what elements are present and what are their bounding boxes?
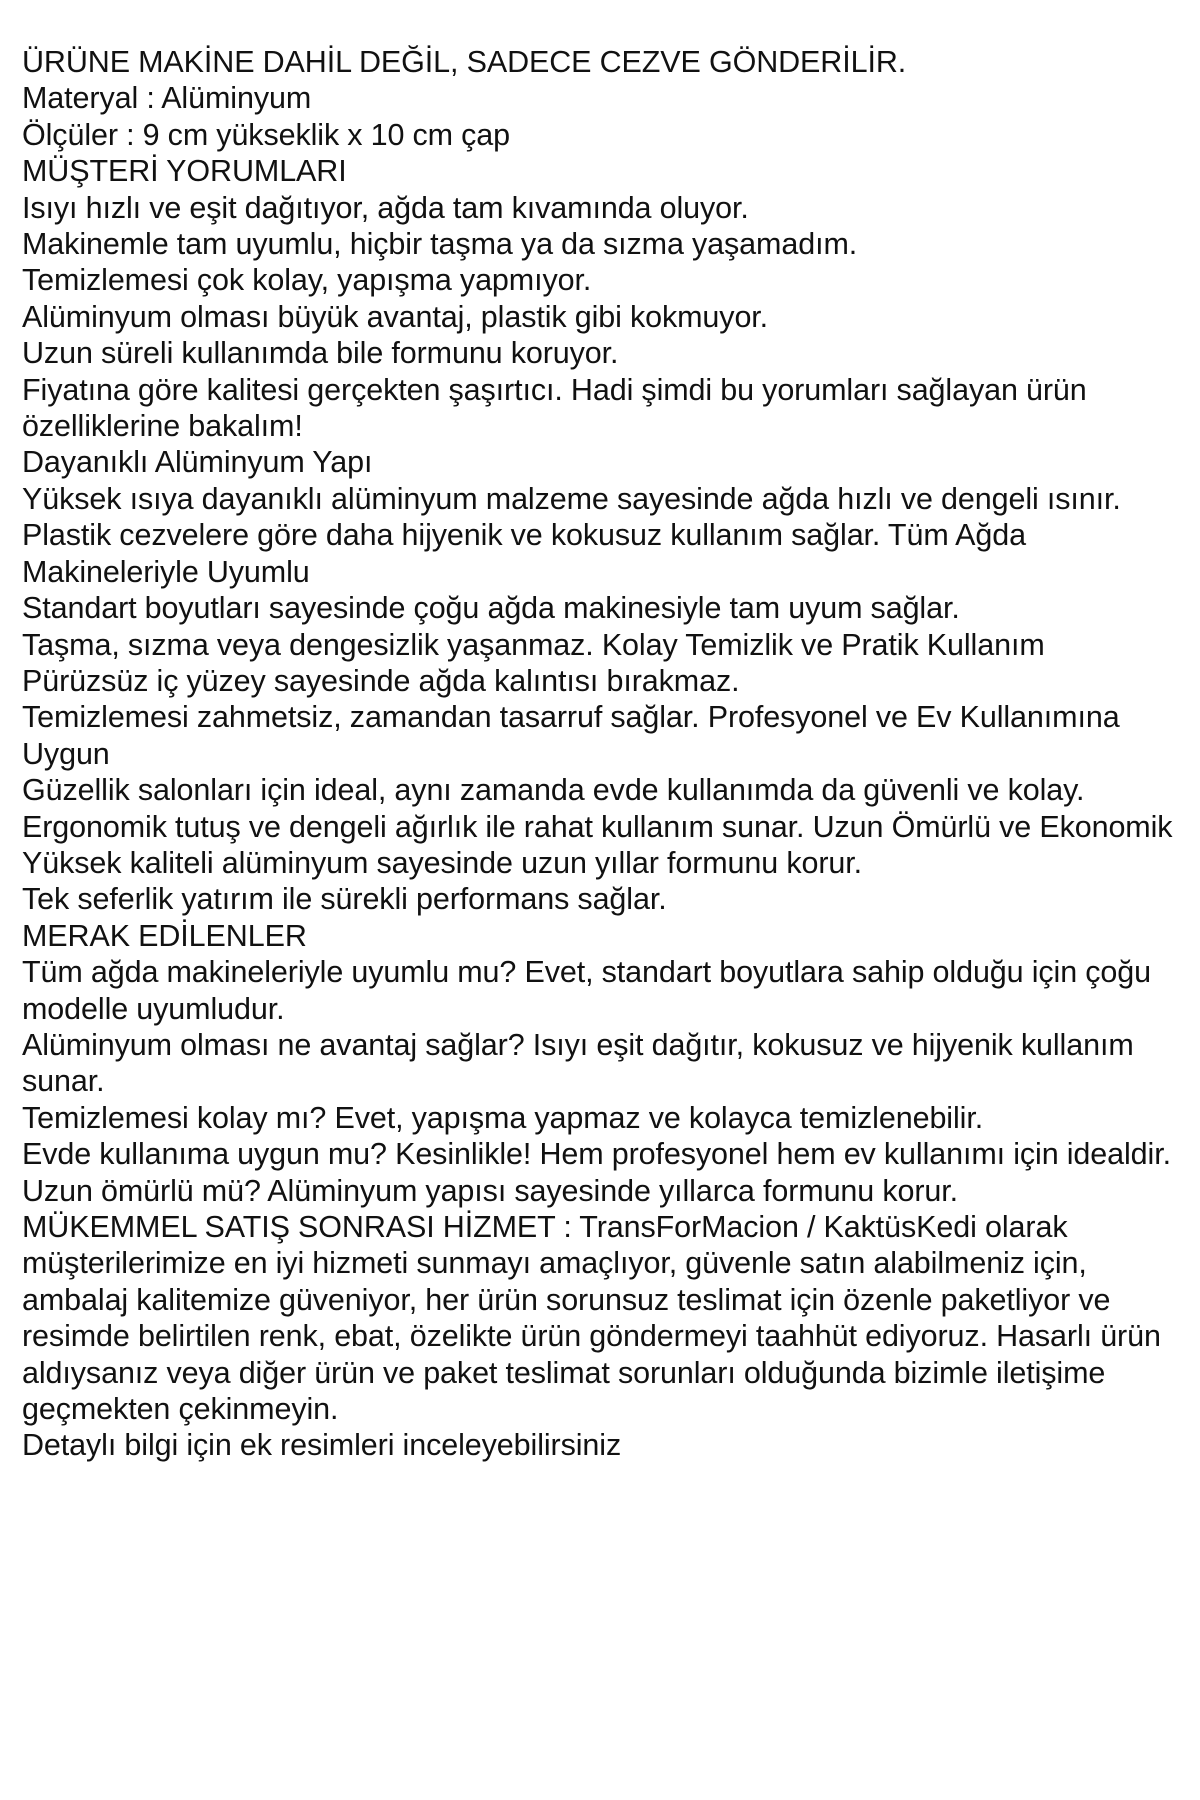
feature-body: Plastik cezvelere göre daha hijyenik ve kokusuz kullanım sağlar. Tüm Ağda Makineleriyle Uyumlu	[22, 518, 1026, 589]
review-line: Isıyı hızlı ve eşit dağıtıyor, ağda tam kıvamında oluyor.	[22, 190, 749, 225]
faq-item: Evde kullanıma uygun mu? Kesinlikle! Hem profesyonel hem ev kullanımı için idealdir.	[22, 1137, 1171, 1172]
closing-note: Detaylı bilgi için ek resimleri inceleyebilirsiniz	[22, 1428, 622, 1463]
feature-body: Pürüzsüz iç yüzey sayesinde ağda kalıntısı bırakmaz.	[22, 663, 740, 698]
feature-body: Yüksek kaliteli alüminyum sayesinde uzun yıllar formunu korur.	[22, 845, 862, 880]
feature-body: Yüksek ısıya dayanıklı alüminyum malzeme sayesinde ağda hızlı ve dengeli ısınır.	[22, 481, 1121, 516]
review-line: Fiyatına göre kalitesi gerçekten şaşırtıcı. Hadi şimdi bu yorumları sağlayan ürün özelliklerine bakalım!	[22, 372, 1087, 444]
review-line: Uzun süreli kullanımda bile formunu koruyor.	[22, 336, 619, 371]
review-line: Makinemle tam uyumlu, hiçbir taşma ya da sızma yaşamadım.	[22, 227, 858, 262]
product-notice: ÜRÜNE MAKİNE DAHİL DEĞİL, SADECE CEZVE GÖNDERİLİR.	[22, 45, 907, 79]
faq-heading: MERAK EDİLENLER	[22, 918, 307, 953]
feature-heading: Dayanıklı Alüminyum Yapı	[22, 445, 373, 480]
feature-body: Güzellik salonları için ideal, aynı zamanda evde kullanımda da güvenli ve kolay.	[22, 773, 1085, 808]
faq-item: Uzun ömürlü mü? Alüminyum yapısı sayesinde yıllarca formunu korur.	[22, 1173, 959, 1208]
feature-body: Standart boyutları sayesinde çoğu ağda makinesiyle tam uyum sağlar.	[22, 591, 960, 626]
feature-body: Taşma, sızma veya dengesizlik yaşanmaz. Kolay Temizlik ve Pratik Kullanım	[22, 627, 1045, 662]
review-line: Alüminyum olması büyük avantaj, plastik gibi kokmuyor.	[22, 299, 769, 334]
faq-item: Tüm ağda makineleriyle uyumlu mu? Evet, standart boyutlara sahip olduğu için çoğu modelle uyumludur.	[22, 955, 1151, 1026]
feature-body: Temizlemesi zahmetsiz, zamandan tasarruf sağlar. Profesyonel ve Ev Kullanımına Uygun	[22, 700, 1120, 771]
review-line: Temizlemesi çok kolay, yapışma yapmıyor.	[22, 263, 592, 298]
feature-body: Ergonomik tutuş ve dengeli ağırlık ile rahat kullanım sunar. Uzun Ömürlü ve Ekonomik	[22, 809, 1173, 844]
faq-item: Temizlemesi kolay mı? Evet, yapışma yapmaz ve kolayca temizlenebilir.	[22, 1100, 984, 1135]
description-text-body	[22, 44, 1178, 1464]
after-sales-service-paragraph: MÜKEMMEL SATIŞ SONRASI HİZMET : TransForMacion / KaktüsKedi olarak müşterilerimize en iyi hizmeti sunmayı amaçlıyor, güvenle satın alabilmeniz için, ambalaj kalitemize güveniyor, her ürün sorunsuz teslimat için özenle paketliyor ve resimde belirtilen renk, ebat, özelikte ürün göndermeyi taahhüt ediyoruz. Hasarlı ürün aldıysanız veya diğer ürün ve paket teslimat sorunları olduğunda bizimle iletişime geçmekten çekinmeyin.	[22, 1210, 1161, 1427]
faq-item: Alüminyum olması ne avantaj sağlar? Isıyı eşit dağıtır, kokusuz ve hijyenik kullanım sunar.	[22, 1027, 1134, 1099]
dimensions-line: Ölçüler : 9 cm yükseklik x 10 cm çap	[22, 117, 511, 152]
feature-body: Tek seferlik yatırım ile sürekli performans sağlar.	[22, 882, 667, 917]
customer-reviews-heading: MÜŞTERİ YORUMLARI	[22, 154, 347, 189]
material-line: Materyal : Alüminyum	[22, 81, 312, 116]
